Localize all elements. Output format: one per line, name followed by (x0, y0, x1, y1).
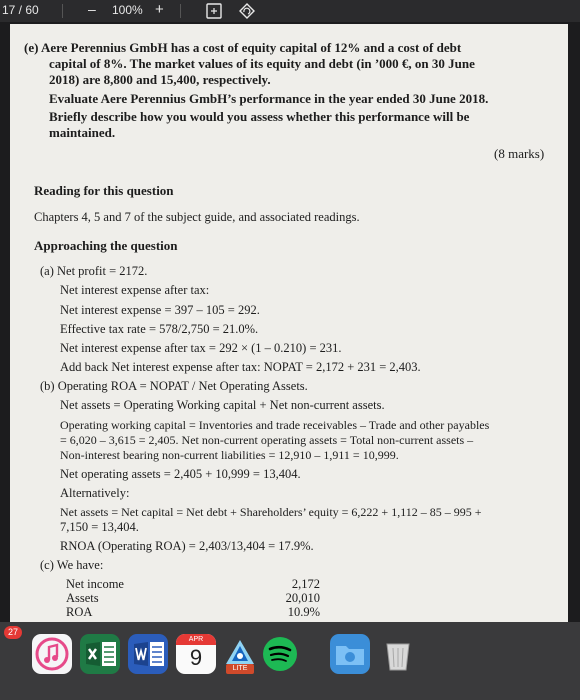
question-e-line: maintained. (49, 125, 116, 140)
answer-line: Net interest expense after tax = 292 × (1 – 0.210) = 231. (60, 341, 342, 355)
toolbar-divider (62, 4, 63, 18)
question-e-line: (e) Aere Perennius GmbH has a cost of equity capital of 12% and a cost of debt (24, 40, 462, 55)
excel-icon[interactable] (80, 634, 120, 674)
calendar-day: 9 (189, 645, 203, 670)
table-label: ROA (66, 605, 93, 619)
answer-line: (a) Net profit = 2172. (40, 264, 148, 278)
table-value: 2,172 (291, 577, 320, 591)
answer-line: (b) Operating ROA = NOPAT / Net Operating Assets. (40, 379, 308, 393)
marks-label: (8 marks) (494, 146, 545, 161)
folder-icon[interactable] (330, 634, 370, 674)
itunes-icon[interactable] (32, 634, 72, 674)
calendar-month: APR (176, 634, 216, 645)
approach-heading: Approaching the question (34, 238, 178, 253)
question-e-line: Evaluate Aere Perennius GmbH’s performance in the year ended 30 June 2018. (49, 91, 489, 106)
calendar-icon[interactable] (176, 634, 216, 674)
table-label: Net income (66, 577, 124, 591)
answer-line: Effective tax rate = 578/2,750 = 21.0%. (60, 322, 259, 336)
answer-line: Net assets = Operating Working capital + Net non-current assets. (60, 398, 385, 412)
document-page (10, 24, 568, 624)
table-label: Assets (66, 591, 99, 605)
calendar-badge: 27 (4, 626, 22, 639)
answer-line: Operating working capital = Inventories and trade receivables – Trade and other payables (60, 418, 490, 432)
answer-line: Add back Net interest expense after tax: NOPAT = 2,172 + 231 = 2,403. (60, 360, 421, 374)
answer-line: (c) We have: (40, 558, 104, 572)
zoom-level: 100% (112, 3, 143, 17)
question-e-line: capital of 8%. The market values of its equity and debt (in ’000 €, on 30 June (49, 56, 475, 71)
table-value: 10.9% (287, 605, 320, 619)
table-value: 20,010 (285, 591, 320, 605)
page-indicator: 17 / 60 (2, 3, 39, 17)
zoom-in-button[interactable]: + (155, 1, 164, 18)
toolbar-divider (180, 4, 181, 18)
spotify-icon[interactable] (260, 634, 300, 674)
reading-heading: Reading for this question (34, 183, 174, 198)
trash-icon[interactable] (378, 634, 418, 674)
question-e-line: 2018) are 8,800 and 15,400, respectively. (49, 72, 271, 87)
answer-line: Non-interest bearing non-current liabilities = 12,910 – 1,911 = 10,999. (60, 448, 399, 462)
answer-line: Net interest expense after tax: (60, 283, 210, 297)
fit-page-icon[interactable] (205, 2, 223, 20)
answer-line: = 6,020 – 3,615 = 2,405. Net non-current operating assets = Total non-current assets – (60, 433, 474, 447)
app-dock (0, 622, 580, 700)
question-e-line: Briefly describe how you would you assess whether this performance will be (49, 109, 470, 124)
zoom-out-button[interactable]: – (88, 1, 96, 17)
answer-line: Net assets = Net capital = Net debt + Shareholders’ equity = 6,222 + 1,112 – 85 – 995 + (60, 505, 482, 519)
answer-line: Alternatively: (60, 486, 130, 500)
answer-line: 7,150 = 13,404. (60, 520, 139, 534)
lite-badge: LITE (226, 664, 254, 674)
answer-line: RNOA (Operating ROA) = 2,403/13,404 = 17.9%. (60, 539, 314, 553)
answer-line: Net operating assets = 2,405 + 10,999 = 13,404. (60, 467, 301, 481)
pdf-toolbar (0, 0, 580, 22)
answer-line: Net interest expense = 397 – 105 = 292. (60, 303, 260, 317)
word-icon[interactable] (128, 634, 168, 674)
rotate-icon[interactable] (238, 2, 256, 20)
xcode-instruments-icon[interactable] (220, 634, 260, 674)
reading-text: Chapters 4, 5 and 7 of the subject guide, and associated readings. (34, 210, 360, 224)
